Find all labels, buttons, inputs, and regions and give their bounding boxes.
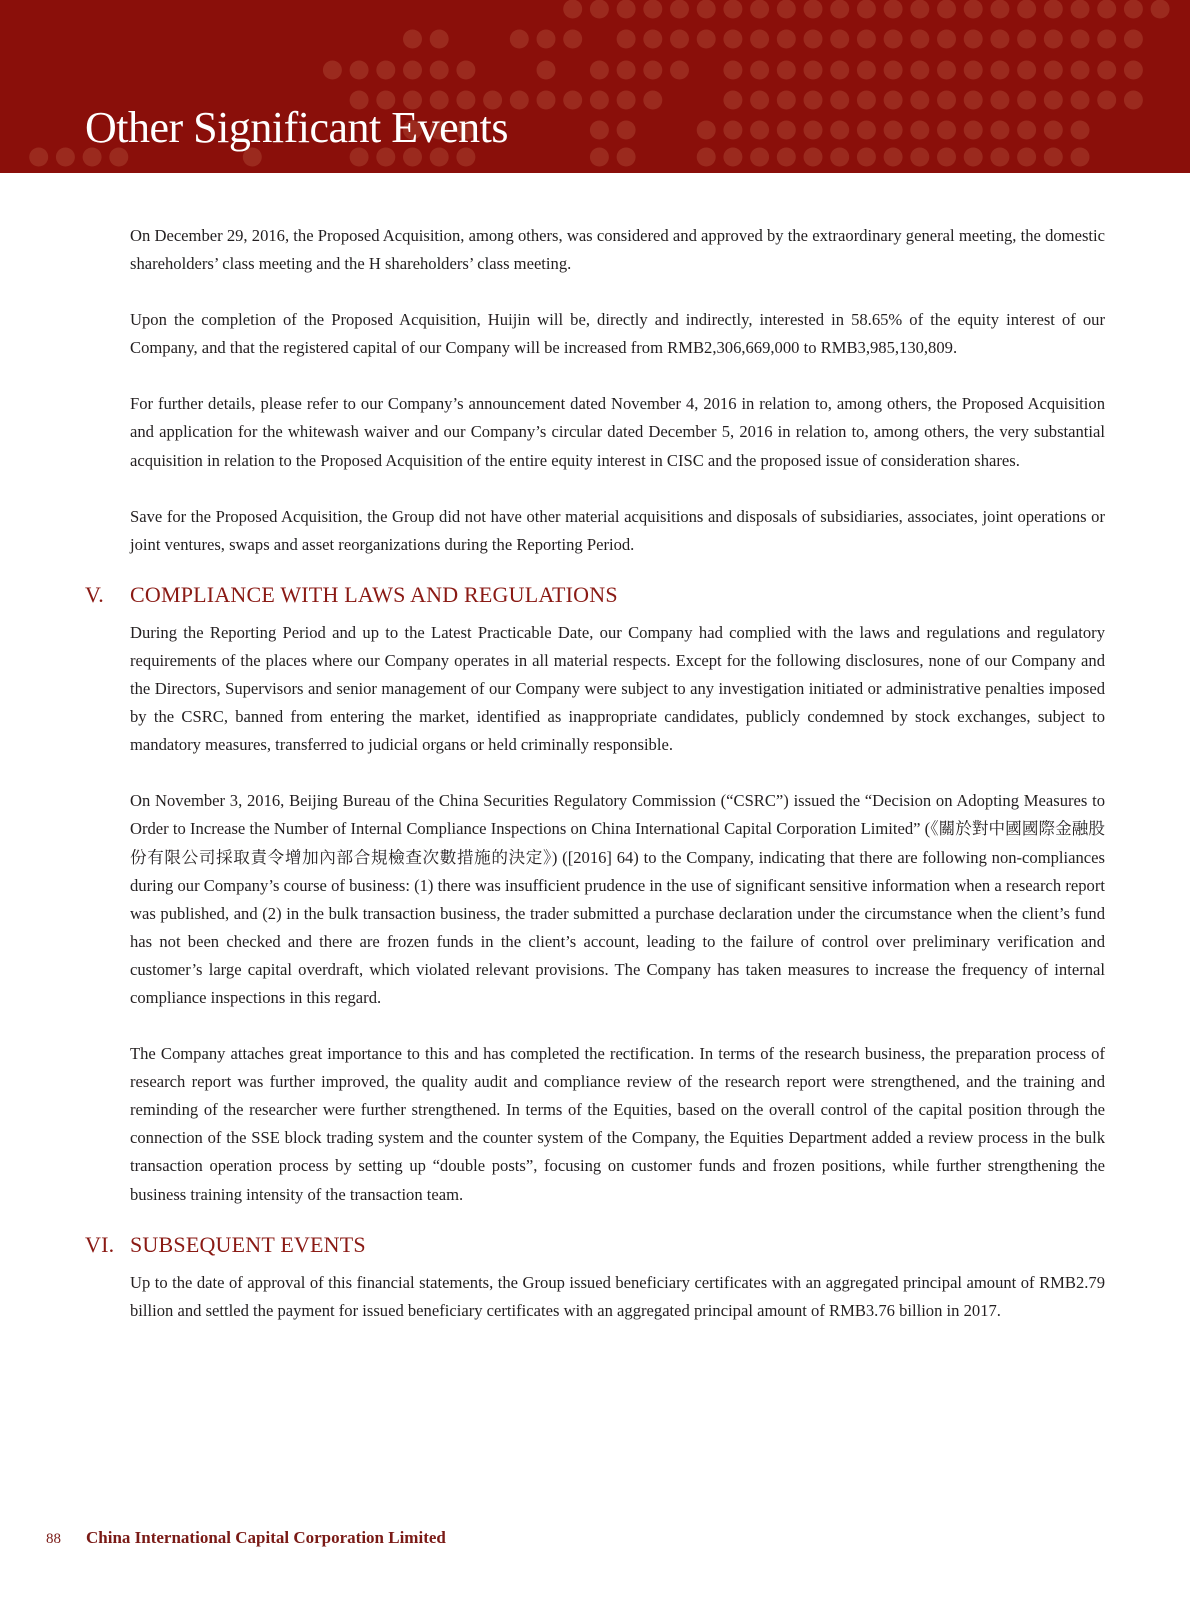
decorative-dot: [937, 61, 956, 80]
decorative-dot: [884, 0, 903, 19]
decorative-dot: [910, 148, 929, 167]
decorative-dot: [590, 91, 609, 110]
decorative-dot: [590, 148, 609, 167]
decorative-dot: [1017, 148, 1036, 167]
decorative-dot: [1071, 121, 1090, 140]
decorative-dot: [1071, 0, 1090, 19]
page-banner: [0, 0, 1190, 173]
paragraph-egm-approval: On December 29, 2016, the Proposed Acquisition, among others, was considered and approved by the extraordinary general meeting, the domestic shareholders’ class meeting and the H shareholders’ class meeting.: [130, 226, 1105, 274]
section-number: VI.: [85, 1231, 115, 1257]
decorative-dot: [804, 30, 823, 49]
decorative-dot: [990, 30, 1009, 49]
decorative-dot: [884, 121, 903, 140]
decorative-dot: [590, 0, 609, 19]
decorative-dot: [1071, 91, 1090, 110]
decorative-dot: [1071, 61, 1090, 80]
decorative-dot: [723, 0, 742, 19]
decorative-dot: [697, 30, 716, 49]
decorative-dot: [884, 30, 903, 49]
decorative-dot: [964, 148, 983, 167]
page-footer: [46, 1528, 446, 1548]
decorative-dot: [697, 121, 716, 140]
decorative-dot: [510, 91, 529, 110]
decorative-dot: [1097, 30, 1116, 49]
decorative-dot: [804, 61, 823, 80]
decorative-dot: [617, 30, 636, 49]
decorative-dot: [857, 61, 876, 80]
decorative-dot: [750, 148, 769, 167]
decorative-dot: [910, 61, 929, 80]
decorative-dot: [910, 0, 929, 19]
decorative-dot: [857, 148, 876, 167]
decorative-dot: [937, 121, 956, 140]
section-heading-subsequent-events: [85, 1231, 1105, 1259]
decorative-dot: [1124, 0, 1143, 19]
decorative-dot: [857, 0, 876, 19]
decorative-dot: [830, 91, 849, 110]
decorative-dot: [430, 61, 449, 80]
decorative-dot: [937, 30, 956, 49]
decorative-dot: [697, 0, 716, 19]
decorative-dot: [430, 30, 449, 49]
decorative-dot: [777, 121, 796, 140]
decorative-dot: [723, 121, 742, 140]
paragraph-huijin-interest: Upon the completion of the Proposed Acquisition, Huijin will be, directly and indirectly, interested in 58.65% of the equity interest of our Company, and that the registered capital of our Company will be increased from RMB2,306,669,000 to RMB3,985,130,809.: [130, 310, 1105, 358]
paragraph-beneficiary-certificates: Up to the date of approval of this financial statements, the Group issued beneficiary certificates with an aggregated principal amount of RMB2.79 billion and settled the payment for issued beneficiary certificates with an aggregated principal amount of RMB3.76 billion in 2017.: [130, 1272, 1105, 1320]
decorative-dot: [643, 0, 662, 19]
page-number: 88: [46, 1531, 61, 1547]
decorative-dot: [830, 121, 849, 140]
decorative-dot: [617, 61, 636, 80]
decorative-dot: [617, 0, 636, 19]
decorative-dot: [964, 61, 983, 80]
page-title: Other Significant Events: [85, 103, 509, 152]
decorative-dot: [884, 148, 903, 167]
decorative-dot: [830, 61, 849, 80]
decorative-dot: [1044, 121, 1063, 140]
decorative-dot: [1124, 61, 1143, 80]
decorative-dot: [964, 91, 983, 110]
decorative-dot: [1017, 61, 1036, 80]
decorative-dot: [830, 148, 849, 167]
decorative-dot: [1151, 0, 1170, 19]
decorative-dot: [643, 91, 662, 110]
decorative-dot: [750, 121, 769, 140]
decorative-dot: [56, 148, 75, 167]
decorative-dot: [1044, 0, 1063, 19]
section-heading-compliance: [85, 581, 1105, 609]
decorative-dot: [964, 30, 983, 49]
decorative-dot: [537, 91, 556, 110]
decorative-dot: [376, 61, 395, 80]
paragraph-no-other-acquisitions: Save for the Proposed Acquisition, the Group did not have other material acquisitions and disposals of subsidiaries, associates, joint operations or joint ventures, swaps and asset reorganizations during the Reporting Period.: [130, 506, 1105, 554]
decorative-dot: [643, 61, 662, 80]
decorative-dot: [697, 148, 716, 167]
decorative-dot: [323, 61, 342, 80]
decorative-dot: [990, 91, 1009, 110]
decorative-dot: [1044, 91, 1063, 110]
decorative-dot: [884, 91, 903, 110]
decorative-dot: [750, 61, 769, 80]
decorative-dot: [990, 148, 1009, 167]
decorative-dot: [643, 30, 662, 49]
decorative-dot: [910, 121, 929, 140]
decorative-dot: [617, 91, 636, 110]
document-body: [85, 222, 1105, 1353]
decorative-dot: [563, 91, 582, 110]
decorative-dot: [750, 91, 769, 110]
decorative-dot: [777, 148, 796, 167]
decorative-dot: [617, 148, 636, 167]
decorative-dot: [617, 121, 636, 140]
decorative-dot: [1097, 91, 1116, 110]
decorative-dot: [857, 30, 876, 49]
decorative-dot: [723, 30, 742, 49]
decorative-dot: [1071, 30, 1090, 49]
decorative-dot: [723, 61, 742, 80]
decorative-dot: [403, 30, 422, 49]
paragraph-compliance-summary: During the Reporting Period and up to the Latest Practicable Date, our Company had complied with the laws and regulations and regulatory requirements of the places where our Company operates in all material respects. Except for the following disclosures, none of our Company and the Directors, Supervisors and senior management of our Company were subject to any investigation initiated or administrative penalties imposed by the CSRC, banned from entering the market, identified as inappropriate candidates, publicly condemned by stock exchanges, subject to mandatory measures, transferred to judicial organs or held criminally responsible.: [130, 622, 1105, 755]
paragraph-csrc-decision: On November 3, 2016, Beijing Bureau of the China Securities Regulatory Commission (“CSRC”) issued the “Decision on Adopting Measures to Order to Increase the Number of Internal Compliance Inspections on China International Capital Corporation Limited” (《關於對中國國際金融股份有限公司採取責令增加內部合規檢查次數措施的決定》) ([2016] 64) to the Company, indicating that there are following non-compliances during our Company’s course of business: (1) there was insufficient prudence in the use of significant sensitive information when a research report was published, and (2) in the bulk transaction business, the trader submitted a purchase declaration under the circumstance when the client’s fund has not been checked and there are frozen funds in the client’s account, leading to the failure of control over preliminary verification and customer’s large capital overdraft, which violated relevant provisions. The Company has taken measures to increase the frequency of internal compliance inspections in this regard.: [130, 791, 1105, 1007]
decorative-dot: [510, 30, 529, 49]
decorative-dot: [670, 61, 689, 80]
decorative-dot: [563, 30, 582, 49]
section-number: V.: [85, 581, 104, 607]
decorative-dot: [990, 121, 1009, 140]
decorative-dot: [1017, 0, 1036, 19]
decorative-dot: [857, 121, 876, 140]
decorative-dot: [590, 121, 609, 140]
decorative-dot: [990, 61, 1009, 80]
decorative-dot: [777, 30, 796, 49]
decorative-dot: [937, 0, 956, 19]
decorative-dot: [990, 0, 1009, 19]
decorative-dot: [1044, 30, 1063, 49]
decorative-dot: [590, 61, 609, 80]
decorative-dot: [777, 0, 796, 19]
decorative-dot: [750, 30, 769, 49]
decorative-dot: [563, 0, 582, 19]
decorative-dot: [964, 0, 983, 19]
decorative-dot: [910, 30, 929, 49]
decorative-dot: [1017, 30, 1036, 49]
decorative-dot: [537, 61, 556, 80]
paragraph-further-details: For further details, please refer to our Company’s announcement dated November 4, 2016 in relation to, among others, the Proposed Acquisition and application for the whitewash waiver and our Company’s circular dated December 5, 2016 in relation to, among others, the very substantial acquisition in relation to the Proposed Acquisition of the entire equity interest in CISC and the proposed issue of consideration shares.: [130, 394, 1105, 470]
decorative-dot: [537, 30, 556, 49]
decorative-dot: [670, 30, 689, 49]
decorative-dot: [804, 148, 823, 167]
decorative-dot: [1044, 61, 1063, 80]
decorative-dot: [857, 91, 876, 110]
decorative-dot: [403, 61, 422, 80]
decorative-dot: [723, 91, 742, 110]
decorative-dot: [670, 0, 689, 19]
decorative-dot: [884, 61, 903, 80]
company-name: China International Capital Corporation Limited: [86, 1528, 446, 1547]
decorative-dot: [350, 61, 369, 80]
decorative-dot: [830, 30, 849, 49]
decorative-dot: [456, 61, 475, 80]
decorative-dot: [777, 61, 796, 80]
section-title: SUBSEQUENT EVENTS: [130, 1231, 366, 1257]
decorative-dot: [723, 148, 742, 167]
decorative-dot: [804, 0, 823, 19]
decorative-dot: [1097, 61, 1116, 80]
decorative-dot: [964, 121, 983, 140]
section-title: COMPLIANCE WITH LAWS AND REGULATIONS: [130, 581, 618, 607]
paragraph-rectification: The Company attaches great importance to this and has completed the rectification. In terms of the research business, the preparation process of research report was further improved, the quality audit and compliance review of the research report were strengthened, and the training and reminding of the researcher were further strengthened. In terms of the Equities, based on the overall control of the capital position through the connection of the SSE block trading system and the counter system of the Company, the Equities Department added a review process in the bulk transaction operation process by setting up “double posts”, focusing on customer funds and frozen positions, while further strengthening the business training intensity of the transaction team.: [130, 1044, 1105, 1204]
decorative-dot: [1071, 148, 1090, 167]
decorative-dot: [830, 0, 849, 19]
decorative-dot: [1124, 30, 1143, 49]
decorative-dot: [777, 91, 796, 110]
decorative-dot: [1017, 91, 1036, 110]
decorative-dot: [804, 91, 823, 110]
decorative-dot: [1124, 91, 1143, 110]
decorative-dot: [29, 148, 48, 167]
decorative-dot: [1097, 0, 1116, 19]
decorative-dot: [910, 91, 929, 110]
decorative-dot: [804, 121, 823, 140]
decorative-dot: [937, 148, 956, 167]
decorative-dot: [750, 0, 769, 19]
decorative-dot: [937, 91, 956, 110]
decorative-dot: [1017, 121, 1036, 140]
decorative-dot: [1044, 148, 1063, 167]
